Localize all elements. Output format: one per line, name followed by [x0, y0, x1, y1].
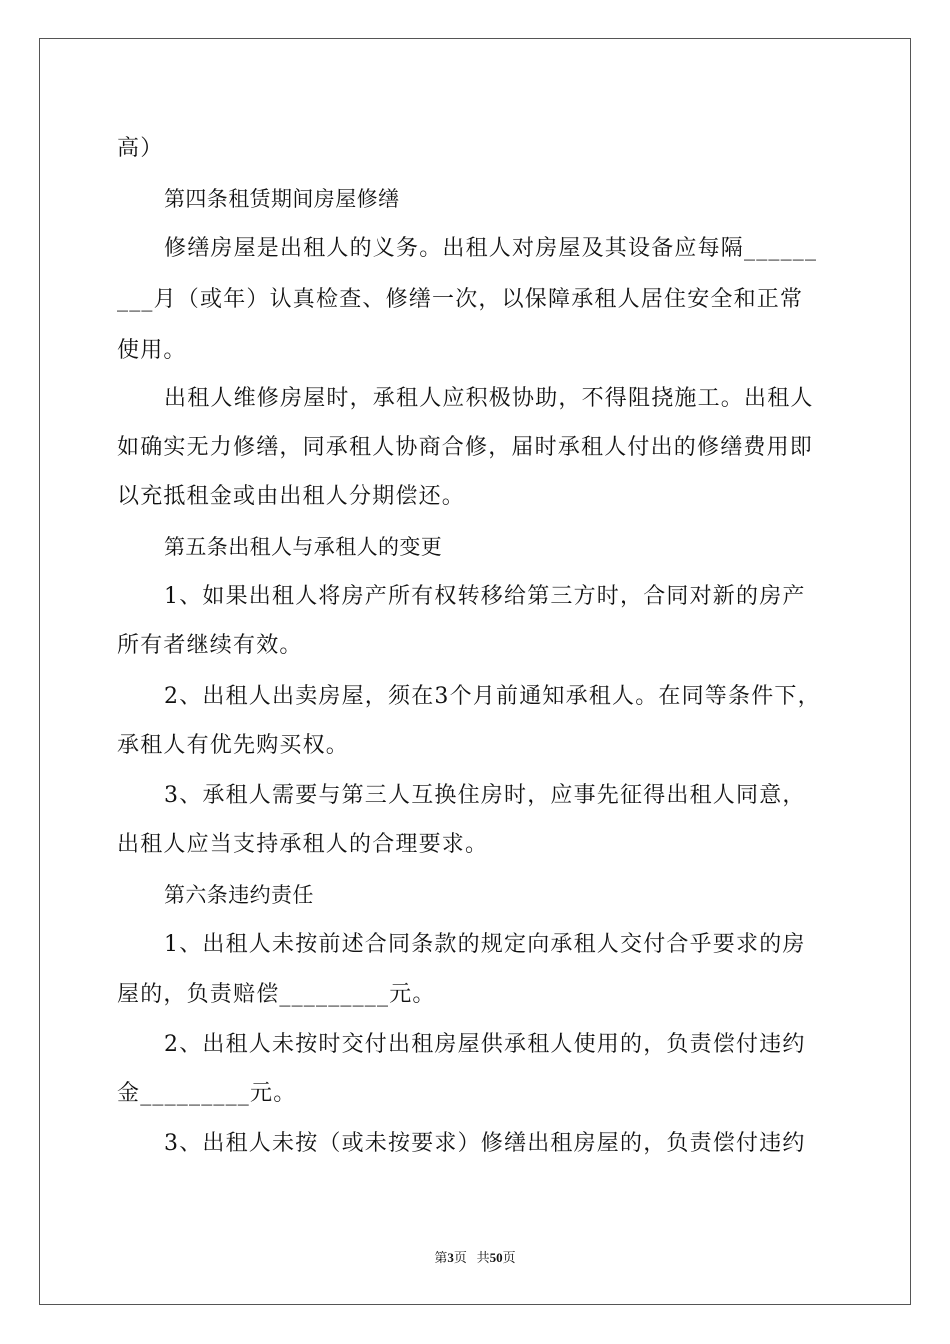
text-line: 屋的，负责赔偿_________元。 [117, 982, 436, 1007]
text-line: 修缮房屋是出租人的义务。出租人对房屋及其设备应每隔______ [164, 236, 818, 261]
text-line: 以充抵租金或由出租人分期偿还。 [117, 484, 466, 509]
footer-mid: 页 共 [453, 1250, 490, 1265]
text-line: 1、出租人未按前述合同条款的规定向承租人交付合乎要求的房 [164, 932, 806, 957]
text-line: 金_________元。 [117, 1081, 297, 1106]
text-line: ___月（或年）认真检查、修缮一次，以保障承租人居住安全和正常 [117, 287, 804, 312]
text-line: 3、承租人需要与第三人互换住房时，应事先征得出租人同意， [164, 783, 806, 808]
current-page-number: 3 [447, 1250, 454, 1265]
page-footer [0, 1247, 950, 1266]
section-heading: 第五条出租人与承租人的变更 [164, 535, 443, 559]
text-line: 出租人应当支持承租人的合理要求。 [117, 832, 489, 857]
text-line: 1、如果出租人将房产所有权转移给第三方时，合同对新的房产 [164, 584, 806, 609]
section-heading: 第四条租赁期间房屋修缮 [164, 187, 400, 211]
text-line: 如确实无力修缮，同承租人协商合修，届时承租人付出的修缮费用即 [117, 435, 814, 460]
total-pages-number: 50 [489, 1250, 503, 1265]
text-line: 高） [117, 136, 164, 161]
page-border [39, 38, 911, 1305]
text-line: 2、出租人未按时交付出租房屋供承租人使用的，负责偿付违约 [164, 1032, 806, 1057]
section-heading: 第六条违约责任 [164, 883, 314, 907]
text-line: 承租人有优先购买权。 [117, 733, 350, 758]
text-line: 所有者继续有效。 [117, 633, 303, 658]
text-line: 3、出租人未按（或未按要求）修缮出租房屋的，负责偿付违约 [164, 1131, 806, 1156]
footer-prefix: 第 [434, 1250, 448, 1265]
text-line: 2、出租人出卖房屋，须在3个月前通知承租人。在同等条件下， [164, 684, 821, 709]
text-line: 使用。 [117, 338, 187, 363]
footer-suffix: 页 [502, 1250, 516, 1265]
text-line: 出租人维修房屋时，承租人应积极协助，不得阻挠施工。出租人 [164, 386, 814, 411]
